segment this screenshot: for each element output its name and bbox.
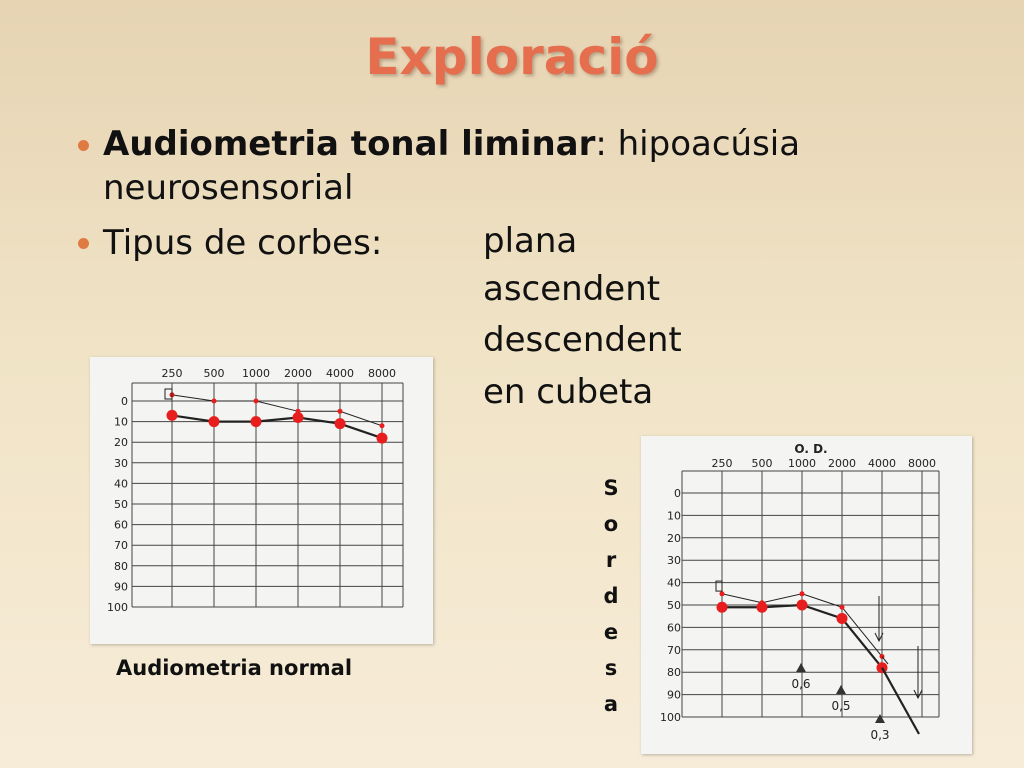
y-tick-label: 0 — [674, 487, 681, 500]
audiogram-normal — [90, 357, 433, 644]
triangle-marker-icon — [836, 685, 846, 694]
data-point — [837, 613, 848, 624]
y-tick-label: 90 — [114, 580, 128, 594]
triangle-marker-icon — [796, 663, 806, 672]
data-point — [840, 605, 845, 610]
triangle-marker-icon — [875, 714, 885, 723]
y-tick-label: 50 — [114, 498, 128, 511]
curve-type-descendent: descendent — [483, 320, 682, 360]
y-tick-label: 10 — [114, 415, 128, 429]
y-tick-label: 80 — [114, 559, 128, 573]
curve-type-ascendent: ascendent — [483, 269, 661, 309]
data-point — [380, 423, 385, 428]
y-tick-label: 70 — [667, 643, 681, 657]
y-tick-label: 60 — [114, 518, 128, 532]
data-point — [377, 433, 388, 444]
slide-title: Exploració — [365, 28, 659, 86]
x-tick-label: 4000 — [868, 457, 896, 470]
chart-title: O. D. — [794, 442, 828, 456]
data-point — [251, 416, 262, 427]
x-tick-label: 1000 — [788, 457, 816, 470]
x-tick-label: 1000 — [242, 367, 270, 380]
bullet-tipus-corbes: Tipus de corbes: — [103, 223, 383, 263]
data-point — [209, 416, 220, 427]
audiogram-sordesa-chart — [641, 436, 972, 754]
data-point — [877, 662, 888, 673]
y-tick-label: 10 — [667, 509, 681, 523]
y-tick-label: 60 — [667, 621, 681, 635]
audiogram-normal-chart — [90, 357, 433, 644]
x-tick-label: 4000 — [326, 367, 354, 380]
y-tick-label: 80 — [667, 666, 681, 680]
vertical-letter: a — [603, 692, 619, 716]
bullet-dot-icon — [78, 140, 89, 151]
vertical-letter: r — [605, 548, 617, 572]
series-line — [172, 415, 382, 438]
y-tick-label: 20 — [114, 436, 128, 450]
data-point — [293, 412, 304, 423]
y-tick-label: 40 — [114, 477, 128, 491]
data-point — [167, 410, 178, 421]
x-tick-label: 250 — [161, 367, 183, 380]
x-tick-label: 500 — [751, 457, 773, 470]
bullet-bold-text: Audiometria tonal liminar — [103, 124, 596, 164]
annotation-label: 0,3 — [870, 728, 890, 742]
data-point — [717, 602, 728, 613]
x-tick-label: 2000 — [828, 457, 856, 470]
data-point — [800, 591, 805, 596]
y-tick-label: 30 — [667, 554, 681, 568]
data-point — [254, 399, 259, 404]
y-tick-label: 20 — [667, 531, 681, 545]
y-tick-label: 70 — [114, 539, 128, 553]
data-point — [335, 418, 346, 429]
audiogram-sordesa — [641, 436, 972, 754]
bullet-rest-text: : hipoacúsia neurosensorial — [103, 124, 801, 208]
data-point — [797, 600, 808, 611]
y-tick-label: 0 — [121, 395, 128, 408]
vertical-letter: S — [603, 476, 619, 500]
data-point — [757, 602, 768, 613]
y-tick-label: 100 — [107, 601, 128, 614]
vertical-letter: e — [603, 620, 619, 644]
x-tick-label: 8000 — [368, 367, 396, 380]
y-tick-label: 100 — [660, 711, 681, 724]
vertical-letter: s — [604, 656, 618, 680]
x-tick-label: 250 — [711, 457, 733, 470]
annotation-label: 0,5 — [831, 699, 851, 713]
x-tick-label: 500 — [203, 367, 225, 380]
data-point — [338, 409, 343, 414]
y-tick-label: 30 — [114, 456, 128, 470]
vertical-letter: o — [603, 512, 619, 536]
curve-type-plana: plana — [483, 221, 578, 261]
curve-type-cubeta: en cubeta — [483, 372, 654, 412]
bullet-audiometria — [103, 122, 963, 210]
caption-audiometria-normal: Audiometria normal — [116, 656, 353, 680]
y-tick-label: 90 — [667, 688, 681, 702]
bullet-dot-icon — [78, 238, 89, 249]
x-tick-label: 8000 — [908, 457, 936, 470]
vertical-word-sordesa — [598, 470, 624, 722]
annotation-label: 0,6 — [791, 677, 811, 691]
series-line-extension — [882, 668, 919, 734]
data-point — [720, 591, 725, 596]
data-point — [212, 399, 217, 404]
y-tick-label: 50 — [667, 599, 681, 612]
vertical-letter: d — [603, 584, 619, 608]
y-tick-label: 40 — [667, 576, 681, 590]
x-tick-label: 2000 — [284, 367, 312, 380]
